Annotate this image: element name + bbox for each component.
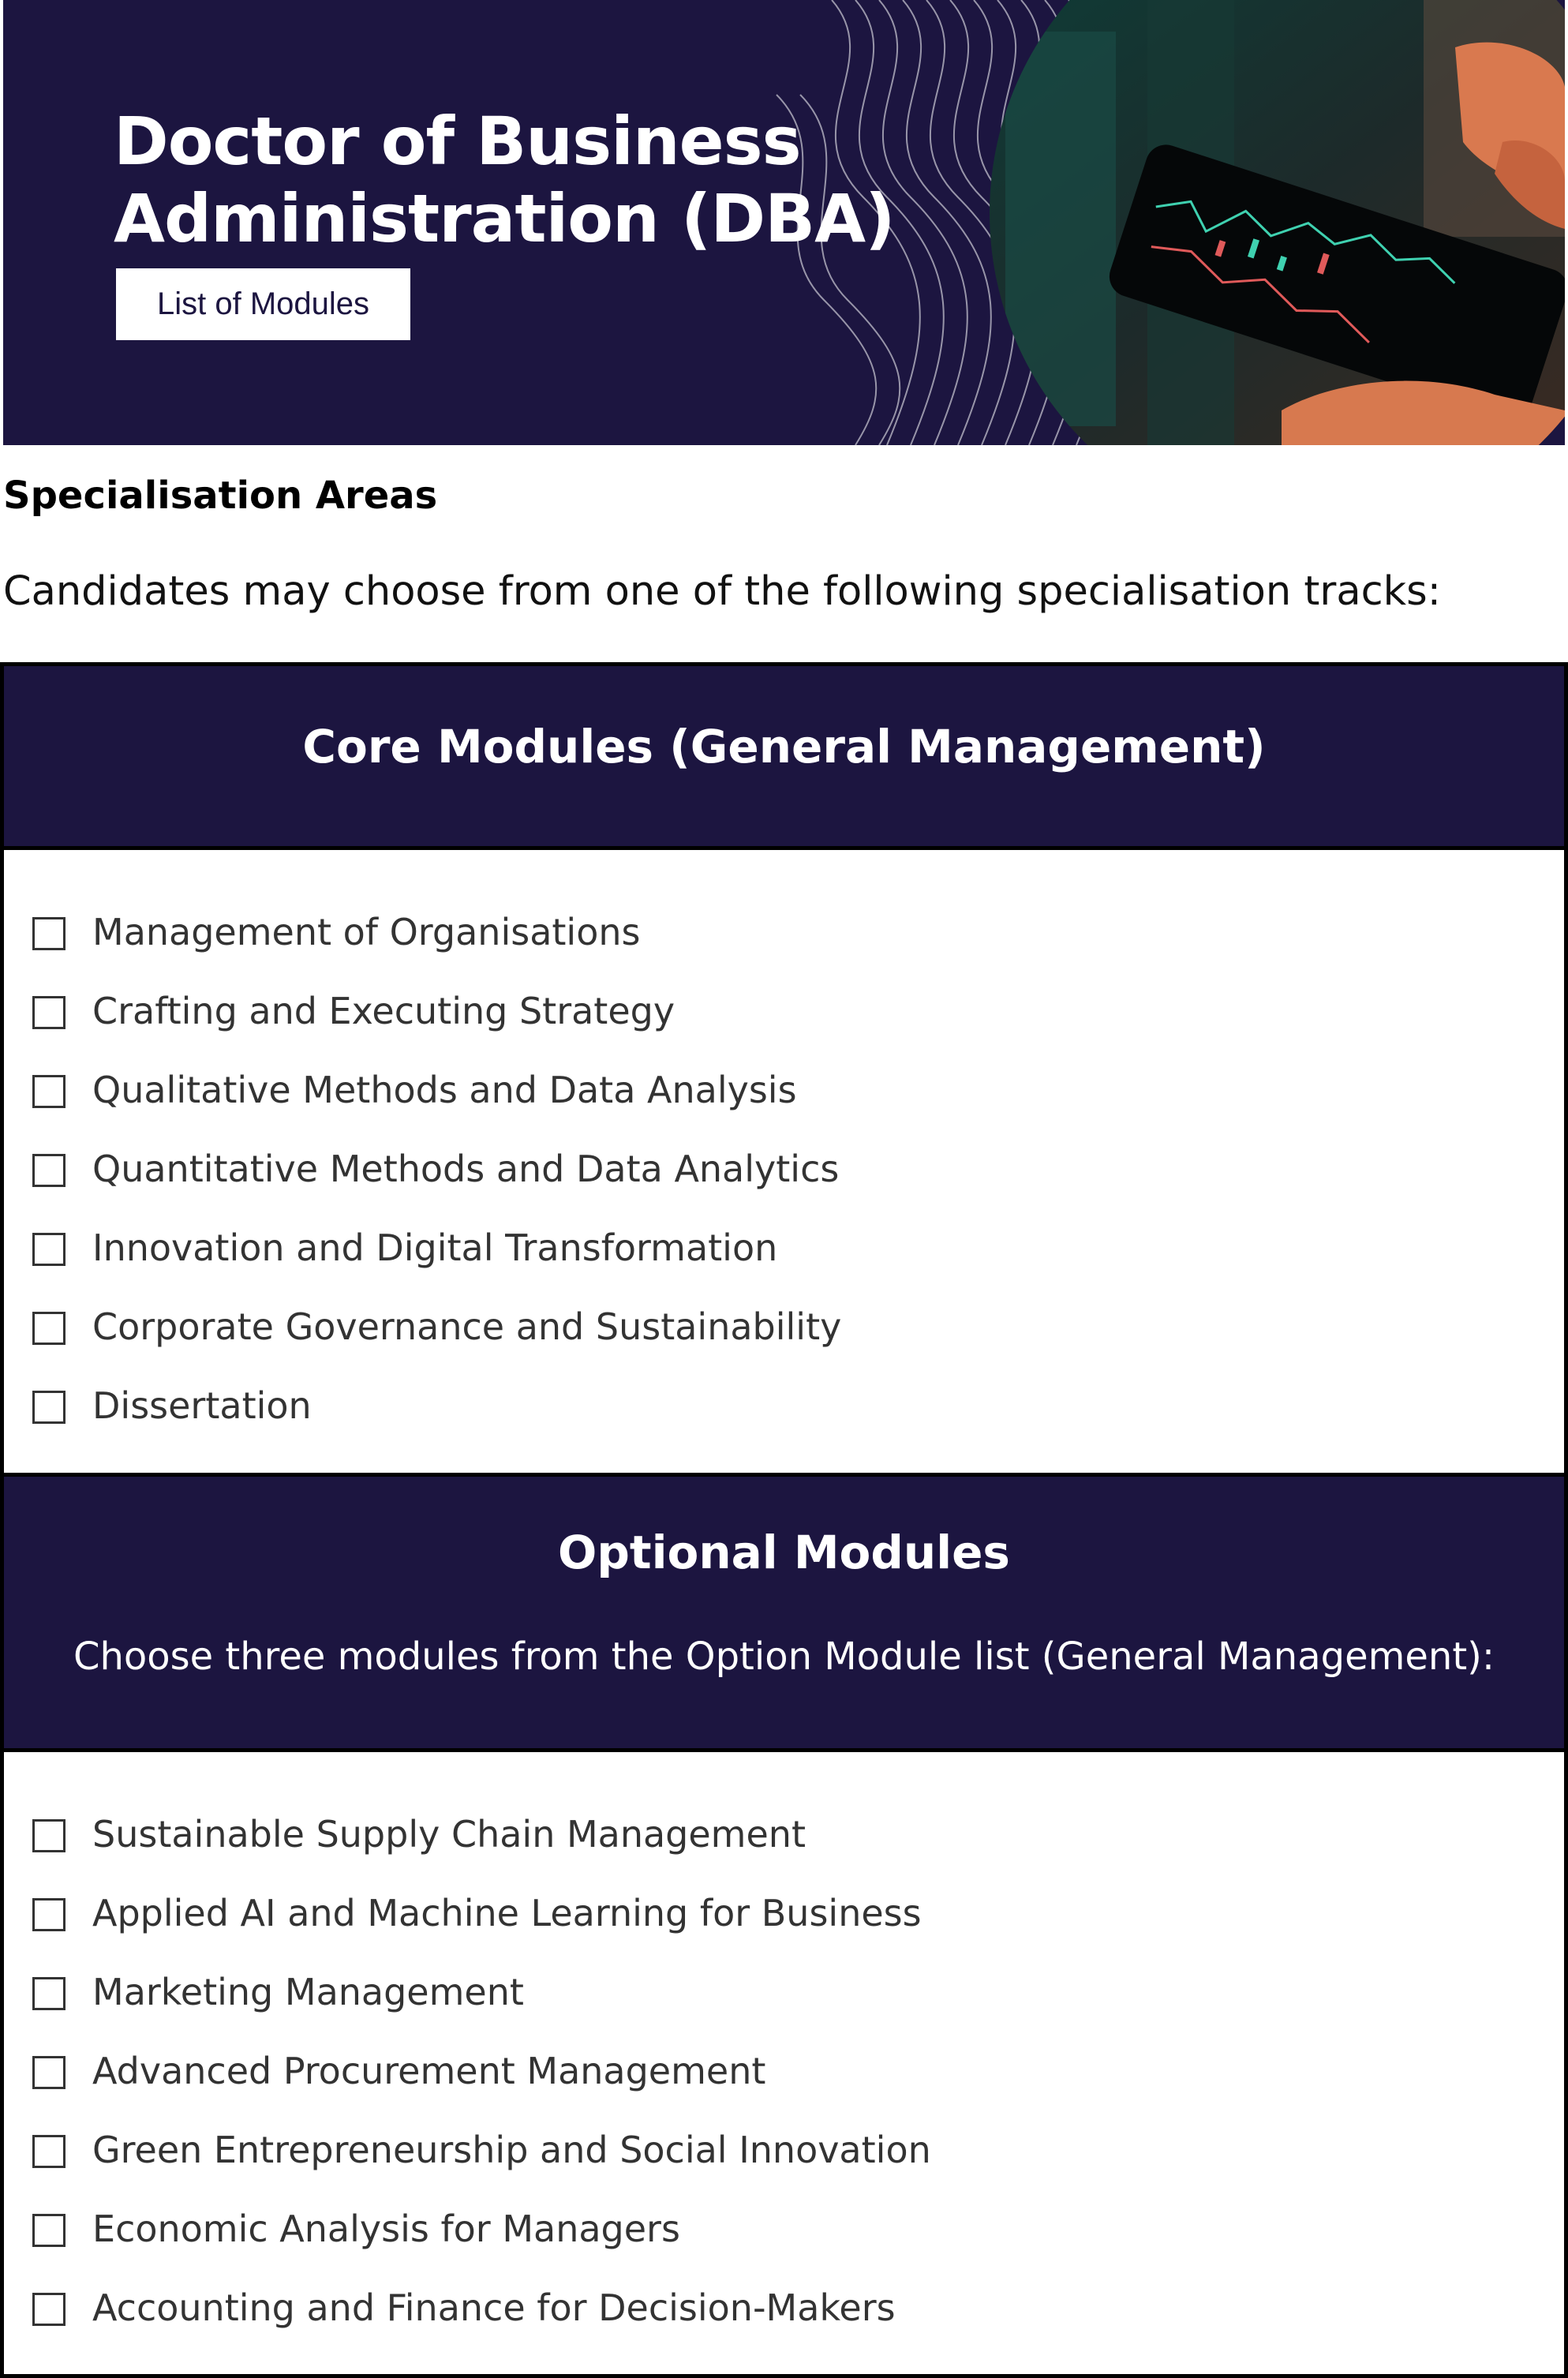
checkbox[interactable]: [32, 1819, 65, 1852]
core-modules-title: Core Modules (General Management): [302, 720, 1266, 773]
list-item[interactable]: [4, 1211, 1564, 1290]
checkbox[interactable]: [32, 1154, 65, 1187]
checkbox[interactable]: [32, 1233, 65, 1266]
checkbox[interactable]: [32, 1312, 65, 1345]
module-label: Advanced Procurement Management: [92, 2050, 766, 2092]
module-label: Quantitative Methods and Data Analytics: [92, 1148, 840, 1190]
banner-title: [114, 103, 1021, 257]
module-label: Qualitative Methods and Data Analysis: [92, 1069, 797, 1111]
checkbox[interactable]: [32, 1977, 65, 2010]
banner-title-line-1: Doctor of Business: [114, 103, 801, 180]
core-modules-header: [4, 666, 1564, 850]
checkbox[interactable]: [32, 2214, 65, 2247]
phone-trading-photo: [982, 0, 1565, 445]
list-item[interactable]: [4, 895, 1564, 974]
checkbox[interactable]: [32, 996, 65, 1029]
section-heading: Specialisation Areas: [3, 474, 438, 518]
optional-modules-subtitle: Choose three modules from the Option Module list (General Management):: [73, 1635, 1495, 1679]
module-label: Dissertation: [92, 1384, 312, 1427]
list-item[interactable]: [4, 1369, 1564, 1447]
list-item[interactable]: [4, 2271, 1564, 2350]
module-label: Crafting and Executing Strategy: [92, 990, 675, 1032]
list-item[interactable]: [4, 1955, 1564, 2034]
module-label: Management of Organisations: [92, 911, 641, 953]
list-item[interactable]: [4, 2192, 1564, 2271]
list-item[interactable]: [4, 1876, 1564, 1955]
list-item[interactable]: [4, 1290, 1564, 1369]
list-item[interactable]: [4, 1132, 1564, 1211]
banner-title-line-2: Administration (DBA): [114, 180, 895, 257]
optional-modules-title: Optional Modules: [558, 1526, 1010, 1579]
module-label: Accounting and Finance for Decision-Makers: [92, 2286, 896, 2329]
checkbox[interactable]: [32, 2056, 65, 2089]
checkbox[interactable]: [32, 1898, 65, 1931]
module-label: Sustainable Supply Chain Management: [92, 1813, 806, 1856]
modules-table: [0, 662, 1568, 2378]
list-item[interactable]: [4, 1053, 1564, 1132]
list-item[interactable]: [4, 1797, 1564, 1876]
module-label: Economic Analysis for Managers: [92, 2208, 680, 2250]
optional-modules-list: [4, 1797, 1564, 2350]
optional-modules-header: [4, 1473, 1564, 1752]
intro-text: Candidates may choose from one of the following specialisation tracks:: [3, 568, 1441, 615]
core-modules-list: [4, 895, 1564, 1447]
list-item[interactable]: [4, 2113, 1564, 2192]
checkbox[interactable]: [32, 1075, 65, 1108]
list-of-modules-label: List of Modules: [116, 268, 410, 340]
list-item[interactable]: [4, 2034, 1564, 2113]
list-item[interactable]: [4, 974, 1564, 1053]
module-label: Green Entrepreneurship and Social Innovation: [92, 2129, 931, 2171]
module-label: Corporate Governance and Sustainability: [92, 1305, 842, 1348]
checkbox[interactable]: [32, 917, 65, 950]
checkbox[interactable]: [32, 2293, 65, 2326]
checkbox[interactable]: [32, 2135, 65, 2168]
hero-banner: [3, 0, 1565, 445]
module-label: Innovation and Digital Transformation: [92, 1226, 778, 1269]
checkbox[interactable]: [32, 1391, 65, 1424]
module-label: Marketing Management: [92, 1971, 524, 2013]
module-label: Applied AI and Machine Learning for Business: [92, 1892, 922, 1934]
